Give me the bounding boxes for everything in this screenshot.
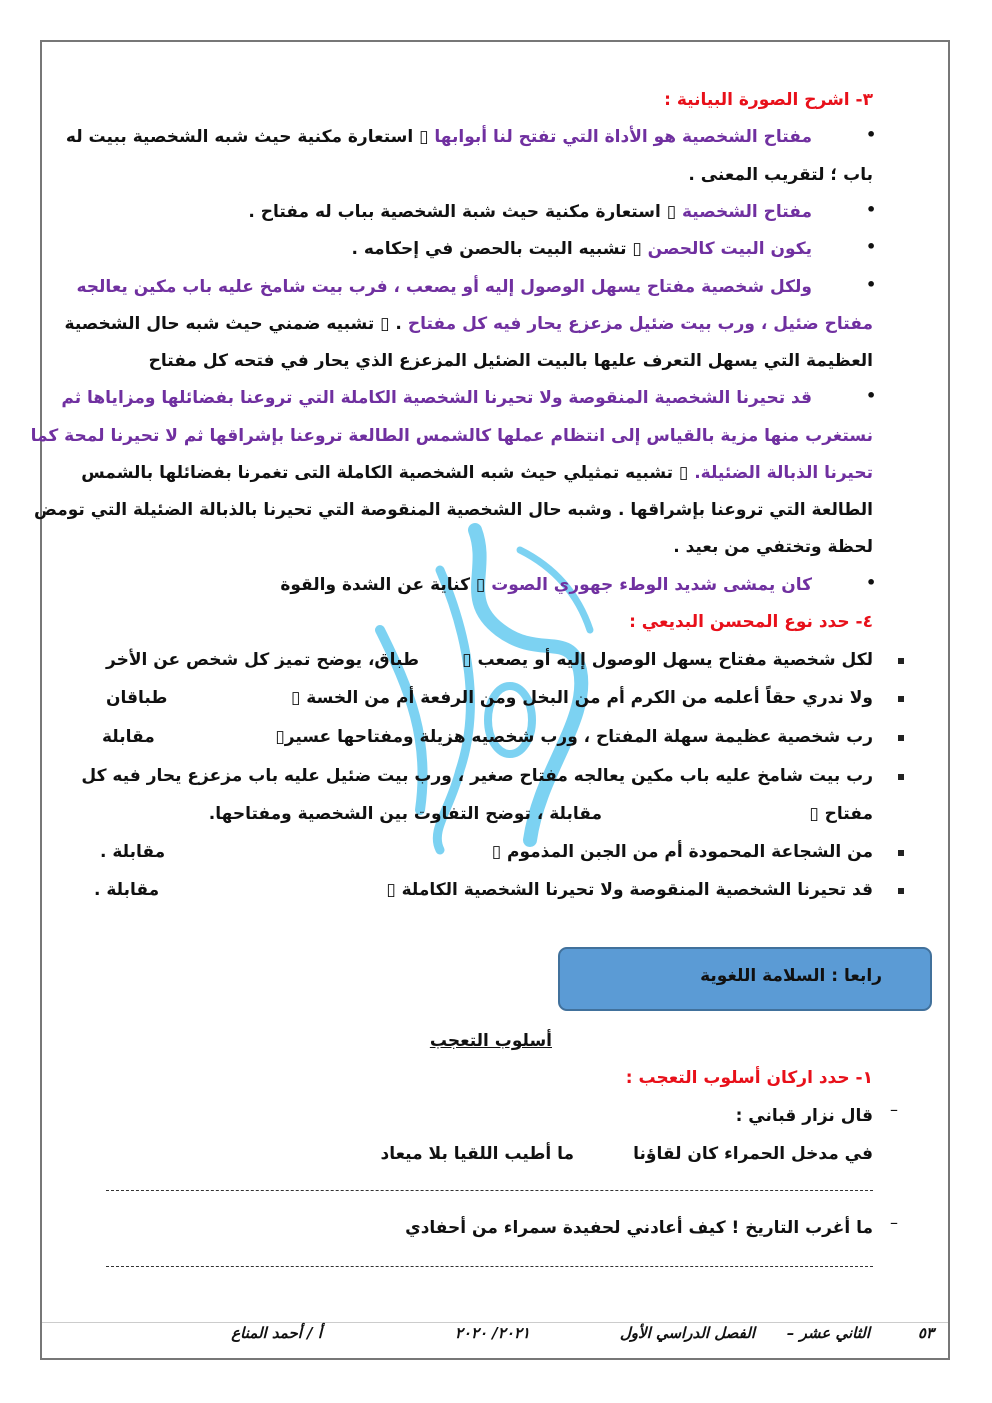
list-item <box>102 723 873 751</box>
footer-divider <box>42 1322 948 1323</box>
explanation-text: ▯ استعارة مكنية حيث شبة الشخصية بباب له مفتاح . <box>248 202 682 222</box>
bullet-icon: • <box>866 573 877 592</box>
item-answer: مقابلة . <box>94 880 160 900</box>
list-item <box>81 762 873 790</box>
list-marker-icon <box>898 888 904 894</box>
explanation-text: . ▯ تشبيه ضمني حيث شبه حال الشخصية <box>64 314 408 334</box>
item-text: قد تحيرنا الشخصية المنقوصة ولا تحيرنا الشخصية الكاملة ▯ <box>386 880 873 900</box>
answer-dashed-line <box>106 1190 873 1191</box>
footer-author: أ / أحمد المناع <box>231 1324 322 1342</box>
item-answer: طباق، يوضح تميز كل شخص عن الأخر <box>106 650 419 670</box>
quote-text: مفتاح ضئيل ، ورب بيت ضئيل مزعزع يحار فيه كل مفتاح <box>407 314 873 334</box>
item-text: رب بيت شامخ عليه باب مكين يعالجه مفتاح صغير ، ورب بيت ضئيل عليه باب مزعزع يحار فيه كل <box>81 766 873 786</box>
bullet-icon: • <box>866 386 877 405</box>
poet-intro: قال نزار قباني : <box>735 1106 873 1126</box>
footer-year: ٢٠٢١/ ٢٠٢٠ <box>454 1324 530 1342</box>
answer-line <box>66 123 812 151</box>
answer-line <box>352 235 813 263</box>
quote-text: قد تحيرنا الشخصية المنقوصة ولا تحيرنا الشخصية الكاملة التي تروعنا بفضائلها ومزاياها ثم <box>61 388 812 408</box>
list-item <box>106 646 873 674</box>
verse-first-half: في مدخل الحمراء كان لقاؤنا <box>633 1144 873 1164</box>
explanation-text: ▯ كناية عن الشدة والقوة <box>280 575 492 595</box>
item-answer: مقابلة <box>102 727 155 747</box>
item-text: من الشجاعة المحمودة أم من الجبن المذموم ▯ <box>491 842 873 862</box>
list-item <box>94 876 873 904</box>
list-marker-icon <box>898 658 904 664</box>
quote-text: يكون البيت كالحصن <box>647 239 812 259</box>
footer-grade: الثاني عشر – <box>786 1324 870 1342</box>
item-answer: طباقان <box>106 688 168 708</box>
bullet-icon: • <box>866 237 877 256</box>
answer-dashed-line <box>106 1266 873 1267</box>
footer-term: الفصل الدراسي الأول <box>619 1324 755 1342</box>
question-1-title: ١- حدد اركان أسلوب التعجب : <box>625 1068 873 1088</box>
list-marker-icon <box>898 850 904 856</box>
answer-line: العظيمة التي يسهل التعرف عليها بالبيت الضئيل المزعزع الذي يحار في فتحه كل مفتاح <box>148 351 873 371</box>
bullet-icon: • <box>866 200 877 219</box>
quote-text: ولكل شخصية مفتاح يسهل الوصول إليه أو يصعب ، فرب بيت شامخ عليه باب مكين يعالجه <box>76 277 812 297</box>
answer-line <box>65 310 873 338</box>
section-heading: رابعا : السلامة اللغوية <box>700 966 882 986</box>
list-marker-icon <box>898 696 904 702</box>
item-text: لكل شخصية مفتاح يسهل الوصول إليه أو يصعب ▯ <box>462 650 873 670</box>
answer-line: باب ؛ لتقريب المعنى . <box>688 165 873 185</box>
explanation-text: ▯ تشبيه البيت بالحصن في إحكامه . <box>351 239 648 259</box>
list-item <box>106 684 873 712</box>
example-sentence: ما أغرب التاريخ ! كيف أعادني لحفيدة سمراء من أحفادي <box>405 1218 873 1238</box>
item-answer: مقابلة . <box>100 842 166 862</box>
verse-second-half: ما أطيب اللقيا بلا ميعاد <box>380 1144 574 1164</box>
quote-text: تحيرنا الذبالة الضئيلة. <box>694 463 873 483</box>
list-marker-icon <box>898 774 904 780</box>
footer-page-number: ٥٣ <box>917 1324 934 1342</box>
question-3-title: ٣- اشرح الصورة البيانية : <box>664 90 873 110</box>
item-text: رب شخصية عظيمة سهلة المفتاح ، ورب شخصيه هزيلة ومفتاحها عسير▯ <box>275 727 873 747</box>
item-text: مفتاح ▯ <box>809 804 873 824</box>
bullet-icon: • <box>866 275 877 294</box>
answer-line: لحظة وتختفي من بعيد . <box>673 537 873 557</box>
list-marker-icon <box>898 735 904 741</box>
topic-title: أسلوب التعجب <box>429 1031 552 1051</box>
answer-line <box>280 571 812 599</box>
bullet-icon: • <box>866 125 877 144</box>
answer-line <box>248 198 812 226</box>
answer-line <box>81 459 873 487</box>
item-answer: مقابلة ، توضح التفاوت بين الشخصية ومفتاحها. <box>208 804 602 824</box>
quote-text: نستغرب منها مزية بالقياس إلى انتظام عملها كالشمس الطالعة تروعنا بإشراقها ثم لا تحيرنا لمحة كما <box>30 426 873 446</box>
quote-text: مفتاح الشخصية <box>681 202 812 222</box>
section-heading-box <box>558 947 932 1011</box>
dash-marker-icon: – <box>890 1213 898 1232</box>
quote-text: مفتاح الشخصية هو الأداة التي تفتح لنا أبوابها <box>434 127 812 147</box>
list-item <box>100 838 873 866</box>
list-item-continuation <box>809 800 873 828</box>
explanation-text: ▯ استعارة مكنية حيث شبه الشخصية ببيت له <box>65 127 435 147</box>
quote-text: كان يمشى شديد الوطء جهوري الصوت <box>491 575 812 595</box>
explanation-text: ▯ تشبيه تمثيلي حيث شبه الشخصية الكاملة التى تغمرنا بفضائلها بالشمس <box>81 463 695 483</box>
answer-line: الطالعة التي تروعنا بإشراقها . وشبه حال الشخصية المنقوصة التي تحيرنا بالذبالة الضئيلة التي تومض <box>34 500 873 520</box>
dash-marker-icon: – <box>890 1100 898 1119</box>
question-4-title: ٤- حدد نوع المحسن البديعي : <box>629 612 873 632</box>
item-text: ولا ندري حقاً أعلمه من الكرم أم من البخل ومن الرفعة أم من الخسة ▯ <box>290 688 873 708</box>
